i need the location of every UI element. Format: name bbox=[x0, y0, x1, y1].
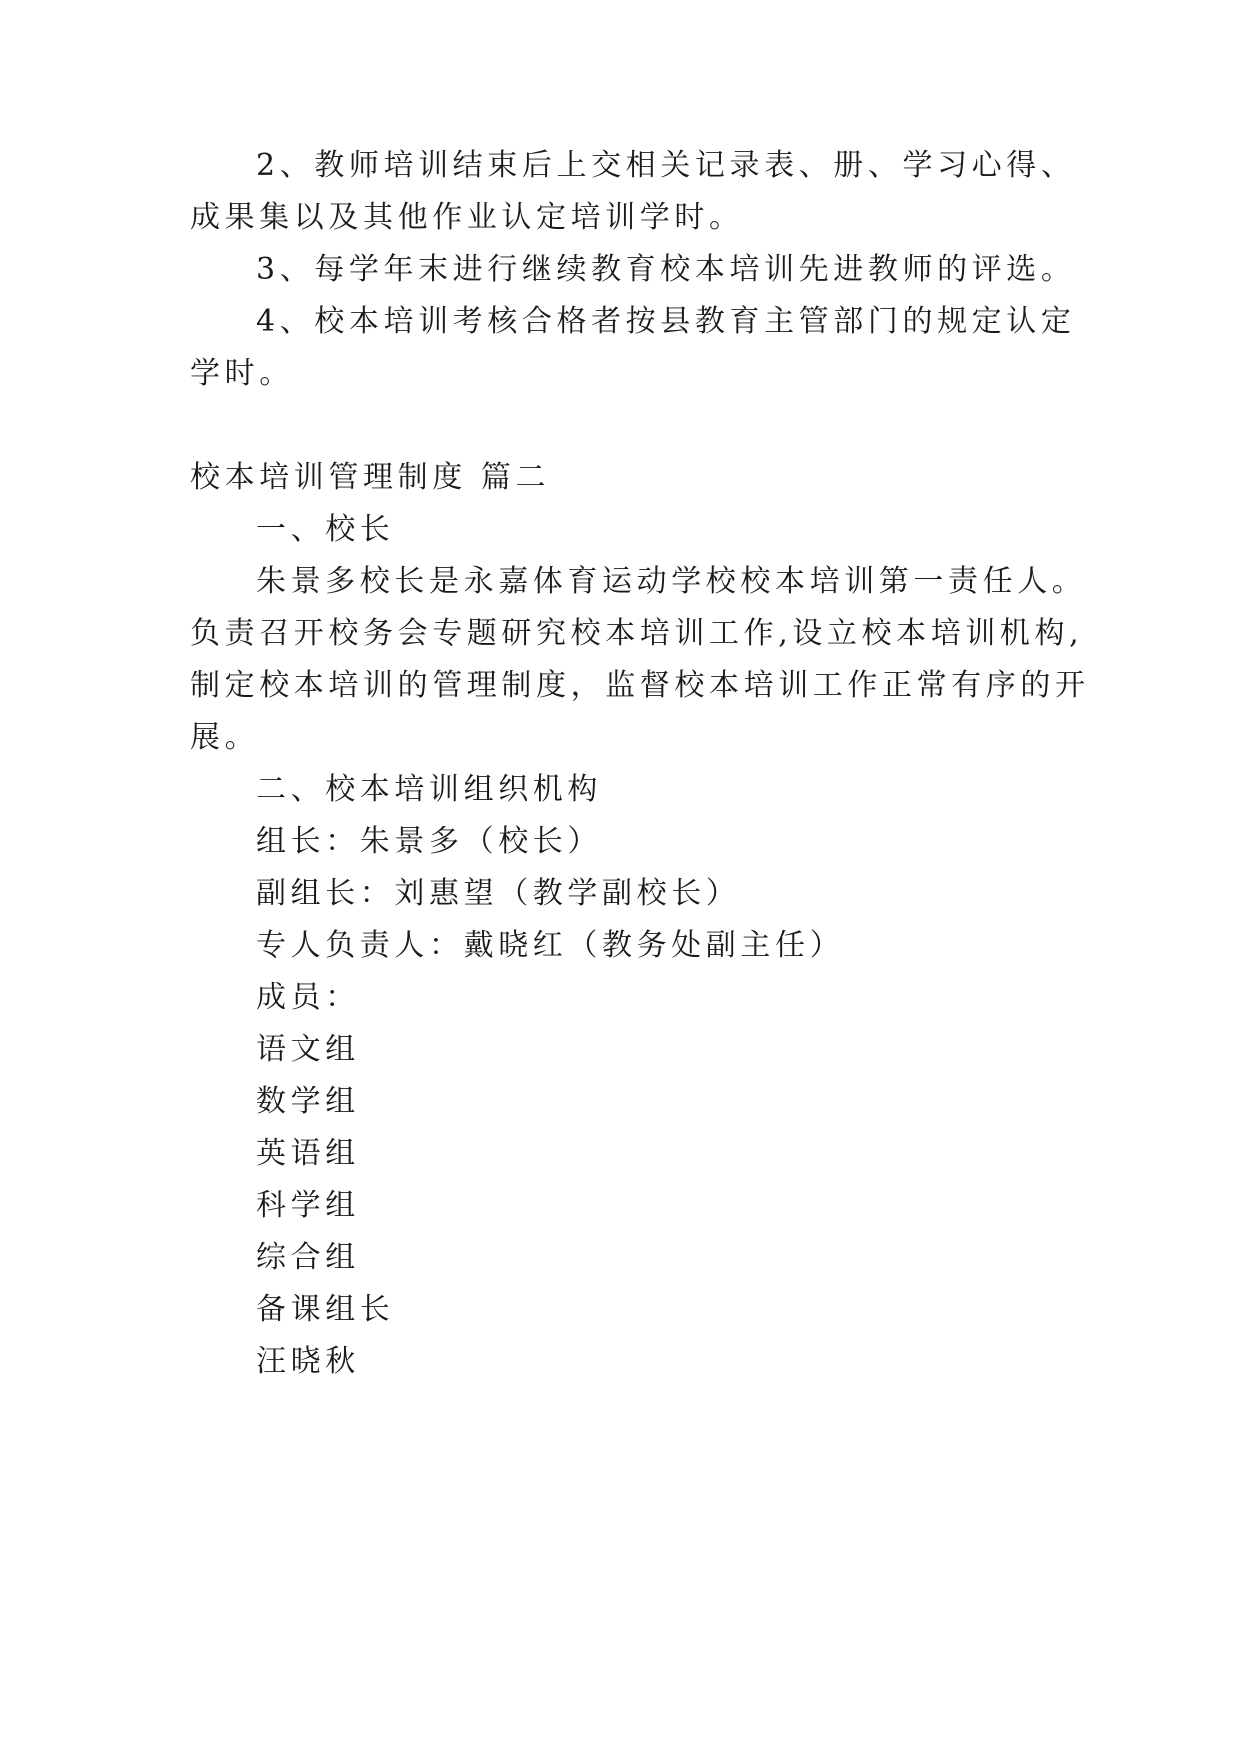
item-2-line-2: 成果集以及其他作业认定培训学时。 bbox=[190, 200, 744, 235]
deputy-leader-line: 副组长：刘惠望（教学副校长） bbox=[256, 876, 741, 911]
leader-line: 组长：朱景多（校长） bbox=[256, 824, 602, 859]
member-item: 语文组 bbox=[256, 1032, 360, 1067]
item-4-line-1: 4、校本培训考核合格者按县教育主管部门的规定认定 bbox=[256, 304, 1076, 339]
member-item: 汪晓秋 bbox=[256, 1344, 360, 1379]
part-2-heading: 二、校本培训组织机构 bbox=[256, 772, 602, 807]
part-1-paragraph-line-1: 朱景多校长是永嘉体育运动学校校本培训第一责任人。 bbox=[256, 564, 1087, 599]
part-1-heading: 一、校长 bbox=[256, 512, 395, 547]
members-label: 成员： bbox=[256, 980, 360, 1015]
item-4-line-2: 学时。 bbox=[190, 356, 294, 391]
member-item: 科学组 bbox=[256, 1188, 360, 1223]
member-item: 英语组 bbox=[256, 1136, 360, 1171]
part-1-paragraph-line-2: 负责召开校务会专题研究校本培训工作,设立校本培训机构, bbox=[190, 616, 1084, 651]
person-in-charge-line: 专人负责人：戴晓红（教务处副主任） bbox=[256, 928, 845, 963]
member-item: 综合组 bbox=[256, 1240, 360, 1275]
member-item: 数学组 bbox=[256, 1084, 360, 1119]
section-title: 校本培训管理制度 篇二 bbox=[190, 460, 551, 495]
item-2-line-1: 2、教师培训结束后上交相关记录表、册、学习心得、 bbox=[256, 148, 1076, 183]
member-item: 备课组长 bbox=[256, 1292, 395, 1327]
part-1-paragraph-line-3: 制定校本培训的管理制度，监督校本培训工作正常有序的开 bbox=[190, 668, 1090, 703]
part-1-paragraph-line-4: 展。 bbox=[190, 720, 260, 755]
item-3: 3、每学年末进行继续教育校本培训先进教师的评选。 bbox=[256, 252, 1076, 287]
